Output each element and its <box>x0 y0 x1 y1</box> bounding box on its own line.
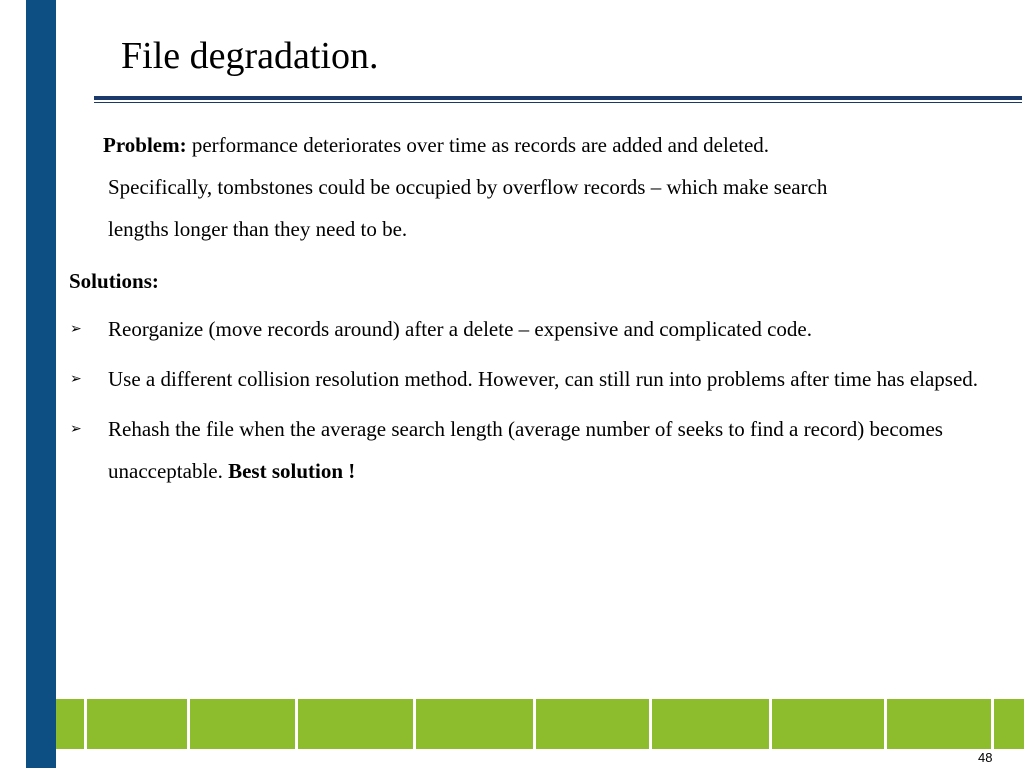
footer-divider <box>769 699 772 749</box>
footer-divider <box>533 699 536 749</box>
bullet-text: Reorganize (move records around) after a delete – expensive and complicated code. <box>108 317 812 341</box>
bullet-text: Use a different collision resolution method. However, can still run into problems after time has elapsed. <box>108 367 979 391</box>
footer-divider <box>187 699 190 749</box>
solution-bullet <box>68 358 1008 400</box>
problem-label: Problem: <box>103 133 187 157</box>
footer-divider <box>991 699 994 749</box>
solution-bullet <box>68 308 1008 350</box>
footer-divider <box>295 699 298 749</box>
footer-strip <box>56 699 1024 749</box>
footer-divider <box>84 699 87 749</box>
arrow-bullet-icon: ➢ <box>70 421 82 437</box>
best-solution-emphasis: Best solution ! <box>228 459 356 483</box>
solution-bullet <box>68 408 1008 492</box>
footer-divider <box>649 699 652 749</box>
footer-divider <box>413 699 416 749</box>
bullet-text: Rehash the file when the average search length (average number of seeks to find a record) becomes unacceptable. <box>108 417 943 483</box>
footer-divider <box>884 699 887 749</box>
problem-text-1: performance deteriorates over time as records are added and deleted. <box>186 133 770 157</box>
arrow-bullet-icon: ➢ <box>70 371 82 387</box>
problem-paragraph <box>68 124 1008 250</box>
arrow-bullet-icon: ➢ <box>70 321 82 337</box>
problem-text-2: Specifically, tombstones could be occupied by overflow records – which make search <box>108 175 828 199</box>
title-underline <box>94 96 1022 100</box>
slide-body <box>68 124 1008 500</box>
title-underline-thin <box>94 102 1022 103</box>
slide-title: File degradation. <box>121 35 379 77</box>
solutions-heading: Solutions: <box>69 269 159 293</box>
problem-text-3: lengths longer than they need to be. <box>108 217 408 241</box>
left-accent-bar <box>26 0 56 768</box>
page-number: 48 <box>978 750 993 765</box>
